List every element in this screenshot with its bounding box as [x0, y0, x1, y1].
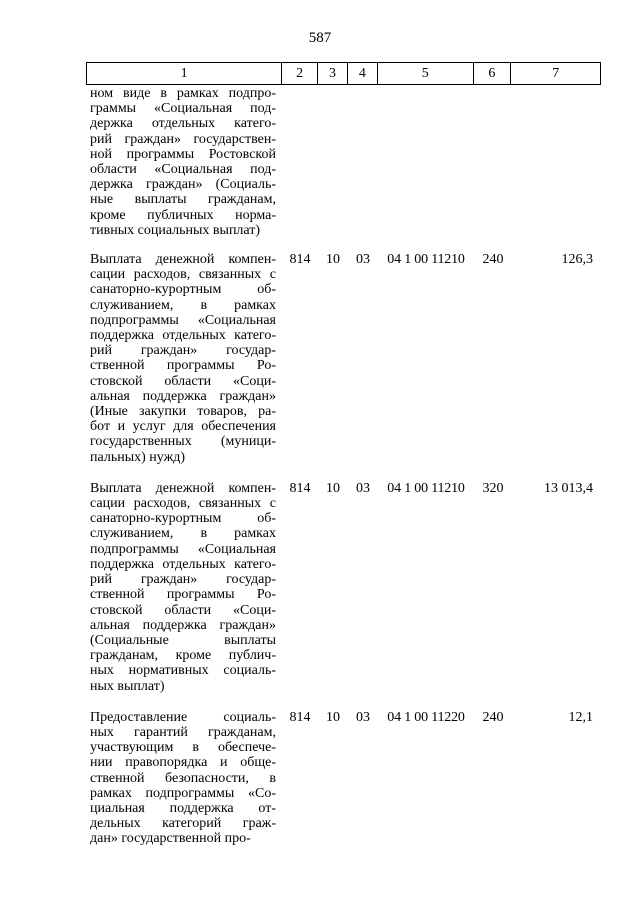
cell-c2: 814 — [289, 252, 311, 268]
description-line: (Иные закупки товаров, ра- — [90, 404, 276, 420]
description-line: дан» государственной про- — [90, 831, 251, 847]
header-col-5: 5 — [378, 63, 474, 84]
description-line: служиванием, в рамках — [90, 297, 276, 313]
description-line: поддержка отдельных катего- — [90, 556, 276, 572]
description-line: бот и услуг для обеспечения — [90, 419, 276, 435]
description-line: области «Социальная под- — [90, 162, 276, 178]
cell-c5 — [378, 86, 474, 238]
cell-c5: 04 1 00 11210 — [387, 480, 465, 496]
cell-amount — [512, 86, 601, 238]
description-line: Предоставление социаль- — [90, 709, 276, 725]
description-line: Выплата денежной компен- — [90, 252, 276, 268]
page-number: 587 — [308, 30, 332, 46]
description-line: подпрограммы «Социальная — [90, 541, 276, 557]
description-line: пальных) нужд) — [90, 449, 186, 465]
description-line: рамках подпрограммы «Со- — [90, 785, 276, 801]
cell-c4 — [348, 86, 378, 238]
description-line: санаторно-курортным об- — [90, 511, 276, 527]
cell-c6: 240 — [482, 709, 504, 725]
row-description — [86, 252, 282, 465]
cell-c5: 04 1 00 11220 — [387, 709, 465, 725]
description-line: ном виде в рамках подпро- — [90, 86, 276, 101]
description-line: участвующим в обеспече- — [90, 740, 276, 756]
description-line: служиванием, в рамках — [90, 526, 276, 542]
description-line: ственной программы Ро- — [90, 358, 276, 374]
table-row — [86, 86, 601, 238]
description-line: подпрограммы «Социальная — [90, 312, 276, 328]
description-line: кроме публичных норма- — [90, 207, 276, 223]
description-line: ной программы Ростовской — [90, 146, 276, 162]
header-col-4: 4 — [348, 63, 378, 84]
description-line: санаторно-курортным об- — [90, 282, 276, 298]
description-line: ственной безопасности, в — [90, 770, 276, 786]
header-col-2: 2 — [282, 63, 318, 84]
cell-amount: 12,1 — [568, 709, 593, 725]
table-row — [86, 252, 601, 465]
description-line: ные выплаты гражданам, — [90, 192, 276, 208]
description-line: альная поддержка граждан» — [90, 617, 276, 633]
cell-c4: 03 — [356, 252, 370, 268]
table-row — [86, 481, 601, 694]
description-line: циальная поддержка от- — [90, 800, 276, 816]
description-line: рий граждан» государ- — [90, 572, 276, 588]
description-line: нии правопорядка и обще- — [90, 755, 276, 771]
description-line: сации расходов, связанных с — [90, 496, 276, 512]
description-line: поддержка отдельных катего- — [90, 328, 276, 344]
description-line: сации расходов, связанных с — [90, 267, 276, 283]
description-line: держка отдельных катего- — [90, 116, 276, 132]
cell-c6: 320 — [482, 480, 504, 496]
description-line: (Социальные выплаты — [90, 632, 276, 648]
description-line: тивных социальных выплат) — [90, 222, 261, 238]
cell-c2 — [282, 86, 318, 238]
description-line: рий граждан» государ- — [90, 343, 276, 359]
row-description — [86, 481, 282, 694]
table-body — [86, 86, 601, 863]
cell-c6: 240 — [482, 252, 504, 268]
cell-c5: 04 1 00 11210 — [387, 252, 465, 268]
header-col-7: 7 — [552, 66, 560, 81]
cell-c3: 10 — [326, 480, 340, 496]
description-line: граммы «Социальная под- — [90, 101, 276, 117]
cell-c6 — [474, 86, 512, 238]
cell-c3: 10 — [326, 709, 340, 725]
cell-amount: 13 013,4 — [544, 480, 593, 496]
description-line: ных нормативных социаль- — [90, 663, 276, 679]
description-line: ных гарантий гражданам, — [90, 724, 276, 740]
description-line: Выплата денежной компен- — [90, 480, 276, 496]
description-line: рий граждан» государствен- — [90, 131, 276, 147]
description-line: ственной программы Ро- — [90, 587, 276, 603]
cell-c2: 814 — [289, 709, 311, 725]
cell-c3: 10 — [326, 252, 340, 268]
cell-c4: 03 — [356, 709, 370, 725]
table-row — [86, 710, 601, 847]
row-description — [86, 710, 282, 847]
description-line: государственных (муници- — [90, 434, 276, 450]
cell-c2: 814 — [289, 480, 311, 496]
cell-c4: 03 — [356, 480, 370, 496]
description-line: гражданам, кроме публич- — [90, 648, 276, 664]
description-line: стовской области «Соци- — [90, 373, 276, 389]
description-line: держка граждан» (Социаль- — [90, 177, 276, 193]
cell-c3 — [318, 86, 348, 238]
header-col-3: 3 — [318, 63, 348, 84]
description-line: ных выплат) — [90, 678, 165, 694]
description-line: стовской области «Соци- — [90, 602, 276, 618]
description-line: дельных категорий граж- — [90, 816, 276, 832]
cell-amount: 126,3 — [561, 252, 593, 268]
table-header — [86, 62, 601, 85]
header-col-6: 6 — [474, 63, 512, 84]
description-line: альная поддержка граждан» — [90, 388, 276, 404]
row-description — [86, 86, 282, 238]
header-col-1: 1 — [87, 63, 282, 84]
